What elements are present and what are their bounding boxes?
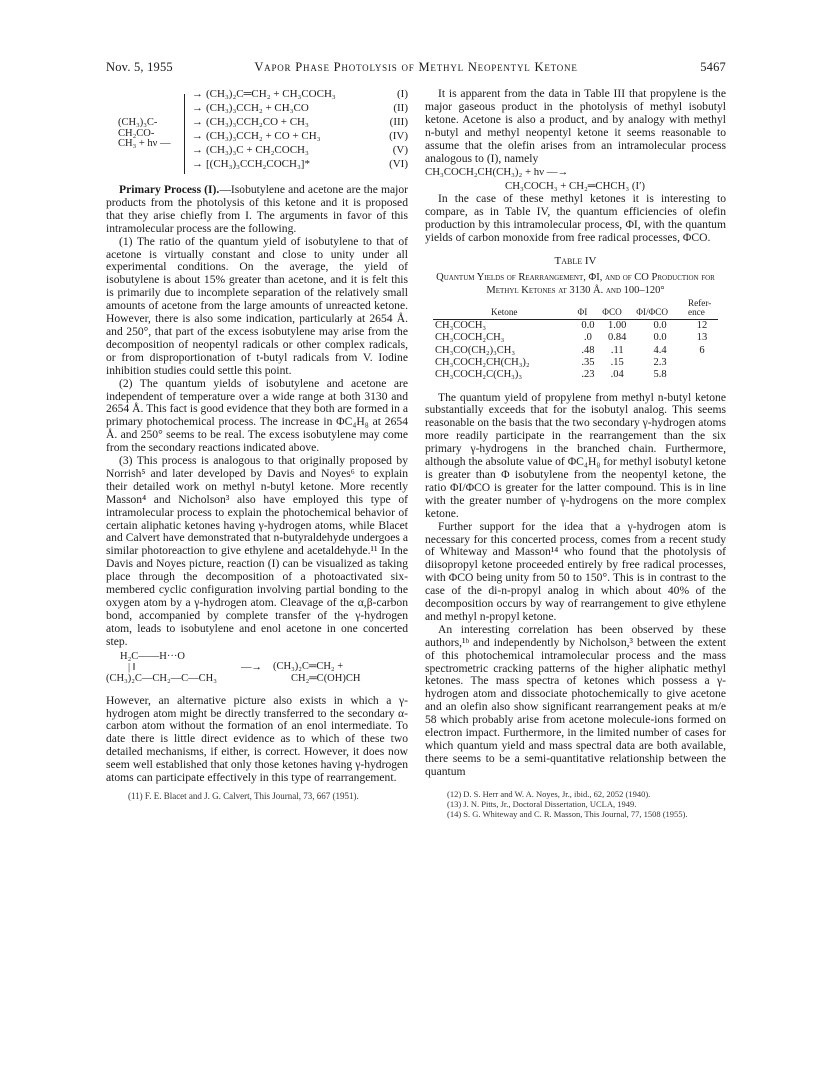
paragraph: Further support for the idea that a γ-hydrogen atom is necessary for this concerted process, comes from a recent study of Whiteway and Masson¹⁴ who found that the photolysis of diisopropyl ketone proceeded entirely by free radical processes, with ΦCO being unity from 50 to 150°. This is in contrast to the case of the di-n-propyl analog in which about 40% of the decomposition occurs by way of rearrangement to give ethylene and methyl n-propyl ketone.	[425, 519, 726, 623]
paragraph: (1) The ratio of the quantum yield of isobutylene to that of acetone is virtually constant and close to unity under all experimental conditions. On the average, the yield of isobutylene is about 15% greater than acetone, and it is felt this is primarily due to incomplete separation of the relatively small amounts of acetone from the large amounts of unreacted ketone. However, there is also some indication, particularly at 2654 Å. and 250°, that part of the excess isobutylene may arise from the decomposition of neopentyl radicals or other complex radicals, or from disproportionation of t-butyl radicals from V. Iodine inhibition studies could settle this point.	[106, 234, 408, 377]
scheme-reactant: (CH₃)₃C- CH₂CO- CH₃ + hν —	[118, 117, 171, 149]
footnotes	[425, 789, 726, 820]
paragraph: An interesting correlation has been observed by these authors,¹ᵇ and independently by Nicholson,³ between the extent of this photochemical intramolecular process and the mass spectrometric cracking patterns of the higher aliphatic methyl ketones. The mass spectra of ketones which possess a γ-hydrogen atom and dissociate photochemically to give acetone and an olefin also show significant rearrangement peaks at m/e 58 which probably arise from acetone molecule-ions formed on electron impact. Furthermore, in the limited number of cases for which quantum yield and mass spectral data are both available, there seems to be a semi-quantitative relationship between the quantum	[425, 622, 726, 778]
right-column	[425, 88, 726, 819]
footnote: (12) D. S. Herr and W. A. Noyes, Jr., ibid., 62, 2052 (1940).	[447, 788, 651, 799]
paragraph: (3) This process is analogous to that originally proposed by Norrish⁵ and later developed by Davis and Noyes⁶ to explain their detailed work on methyl n-butyl ketone. More recently Masson⁴ and Nicholson³ also have employed this type of intramolecular process to explain the photochemical behavior of certain aliphatic ketones having γ-hydrogen atoms, while Blacet and Calvert have demonstrated that n-butyraldehyde undergoes a similar photoreaction to give ethylene and acetaldehyde.¹¹ In the Davis and Noyes picture, reaction (I) can be visualized as taking place through the decomposition of a photoactivated six-membered cyclic configuration involving partial bonding to the oxygen atom by a γ-hydrogen atom. Cleavage of the α,β-carbon bond, accompanied by complete transfer of the γ-hydrogen atom, leads to isobutylene and enol acetone in one concerted step.	[106, 454, 408, 648]
table-title: Quantum Yields of Rearrangement, ΦI, and of CO Production for Methyl Ketones at 3130 Å. and 100–120°	[436, 272, 715, 296]
mechanism-diagram: H₂C——H···O | ‖ (CH₃)₂C—CH₂—C—CH₃ —→ (CH₃)₂C═CH₂ + CH₂═C(OH)CH	[106, 650, 361, 684]
reaction-scheme	[106, 88, 408, 184]
table-row: CH₃COCH₃ 0.0 1.00 0.0 12	[435, 320, 708, 332]
header-title: Vapor Phase Photolysis of Methyl Neopentyl Ketone	[254, 60, 578, 74]
left-column	[106, 88, 408, 802]
scheme-product: → [(CH₃)₃CCH₂COCH₃]* (VI)	[192, 158, 408, 170]
paragraph-primary-process: Primary Process (I).—Isobutylene and acetone are the major products from the photolysis of this ketone and it is proposed that they arise chiefly from I. The arguments in favor of this intramolecular process are the following.	[106, 183, 408, 235]
footnote: (13) J. N. Pitts, Jr., Doctoral Dissertation, UCLA, 1949.	[447, 798, 637, 809]
table-row: CH₃COCH₂CH(CH₃)₂ .35 .15 2.3	[435, 356, 667, 368]
footnote: (11) F. E. Blacet and J. G. Calvert, This Journal, 73, 667 (1951).	[128, 790, 359, 801]
scheme-product: → (CH₃)₂C═CH₂ + CH₃COCH₃ (I)	[192, 88, 408, 100]
paragraph: The quantum yield of propylene from methyl n-butyl ketone substantially exceeds that for the isobutyl analog. This seems reasonable on the basis that the two secondary γ-hydrogen atoms more readily participate in the rearrangement than the six primary γ-hydrogens in the branched chain. Furthermore, although the absolute value of ΦC₄H₈ for methyl isobutyl ketone is greater than Φ isobutylene from the neopentyl ketone, the ratio ΦI/ΦCO is greater for the latter compound. This is in line with the greater number of γ-hydrogens on the more complex ketone.	[425, 390, 727, 520]
scheme-product: → (CH₃)₃C + CH₂COCH₃ (V)	[192, 144, 408, 156]
table-row: CH₃COCH₂CH₃ .0 0.84 0.0 13	[435, 332, 708, 344]
header-date: Nov. 5, 1955	[106, 60, 173, 74]
reaction-equation: CH₃COCH₂CH(CH₃)₂ + hν —→ CH₃COCH₃ + CH₂═CHCH₃ (I′)	[425, 166, 646, 193]
paragraph: However, an alternative picture also exists in which a γ-hydrogen atom might be directly transferred to the secondary α-carbon atom without the formation of an enol intermediate. To date there is little direct evidence as to which of these two detailed mechanisms, if either, is correct. However, it does now seem well established that only those ketones having γ-hydrogen atoms can participate effectively in this type of rearrangement.	[106, 693, 408, 785]
table-header-row: Ketone ΦI ΦCO ΦI/ΦCO Refer-ence	[433, 299, 718, 320]
table-caption: Table IV	[554, 255, 597, 268]
paragraph: It is apparent from the data in Table III that propylene is the major gaseous product in the photolysis of methyl isobutyl ketone. Acetone is also a product, and by analogy with methyl n-butyl and methyl neopentyl ketone it seems reasonable to assume that the olefin arises from an intramolecular process analogous to (I), namely	[425, 87, 726, 165]
page-number: 5467	[700, 60, 726, 74]
footnote: (14) S. G. Whiteway and C. R. Masson, This Journal, 77, 1508 (1955).	[447, 809, 688, 820]
scheme-product: → (CH₃)₃CCH₂ + CO + CH₃ (IV)	[192, 130, 408, 142]
scheme-product: → (CH₃)₃CCH₂CO + CH₃ (III)	[192, 116, 408, 128]
quantum-yields-table	[433, 299, 718, 381]
running-header	[106, 60, 726, 76]
scheme-product: → (CH₃)₃CCH₂ + CH₃CO (II)	[192, 102, 408, 114]
table-row: CH₃CO(CH₂)₃CH₃ .48 .11 4.4 6	[435, 344, 705, 356]
table-row: CH₃COCH₂C(CH₃)₃ .23 .04 5.8	[435, 369, 667, 381]
paragraph: (2) The quantum yields of isobutylene and acetone are independent of temperature over a wide range at both 3130 and 2654 Å. This fact is good evidence that they both are formed in a primary photochemical process. The increase in ΦC₄H₈ at 2654 Å. and 250° seems to be real. The excess isobutylene may come from the secondary reactions indicated above.	[106, 376, 408, 455]
paragraph: In the case of these methyl ketones it is interesting to compare, as in Table IV, the quantum efficiencies of olefin production by this intramolecular process, ΦI, with the quantum yields of carbon monoxide from free radical processes, ΦCO.	[425, 192, 726, 245]
